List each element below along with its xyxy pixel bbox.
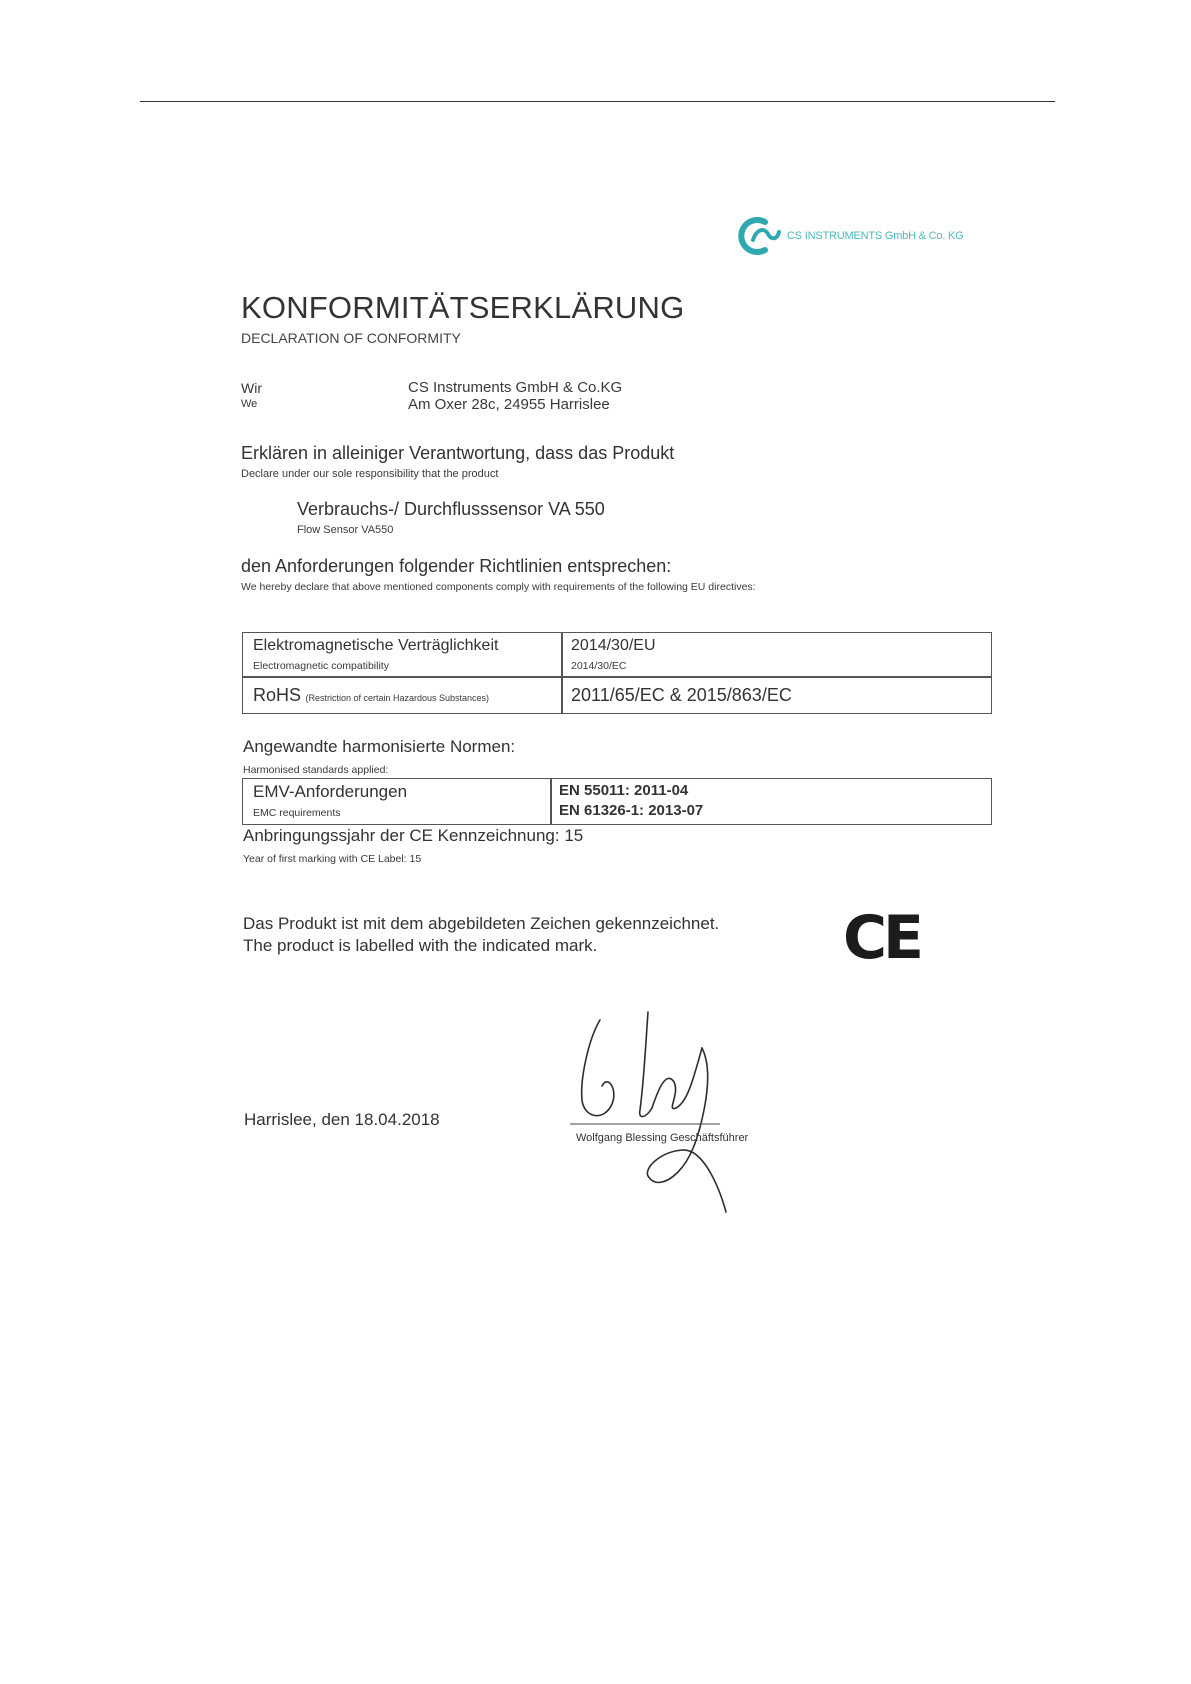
declarant-label-de: Wir (241, 380, 262, 396)
marking-text-en: The product is labelled with the indicated mark. (243, 936, 598, 955)
cs-logo-icon (735, 214, 781, 258)
ce-year-de: Anbringungssjahr der CE Kennzeichnung: 15 (243, 826, 584, 845)
standard-value-1: EN 55011: 2011-04 (559, 782, 689, 799)
marking-text-de: Das Produkt ist mit dem abgebildeten Zeichen gekennzeichnet. (243, 914, 720, 933)
product-name-en: Flow Sensor VA550 (297, 524, 394, 536)
standards-heading-de: Angewandte harmonisierte Normen: (243, 737, 516, 756)
directive-value-en: 2014/30/EC (571, 660, 627, 672)
company-logo (735, 214, 964, 258)
company-logo-text: CS INSTRUMENTS GmbH & Co. KG (787, 230, 964, 242)
standard-name-en: EMC requirements (253, 807, 341, 819)
declaration-text-en: Declare under our sole responsibility that the product (241, 468, 499, 480)
directive-row-rohs (253, 685, 489, 706)
place-date: Harrislee, den 18.04.2018 (244, 1110, 440, 1129)
signatory-name: Wolfgang Blessing Geschäftsführer (576, 1132, 749, 1144)
document-subtitle: DECLARATION OF CONFORMITY (241, 330, 461, 346)
requirements-text-de: den Anforderungen folgender Richtlinien entsprechen: (241, 556, 672, 576)
handwritten-signature (570, 1000, 790, 1230)
standards-table (242, 778, 992, 825)
ce-year-en: Year of first marking with CE Label: 15 (243, 853, 422, 865)
declaration-text-de: Erklären in alleiniger Verantwortung, dass das Produkt (241, 443, 675, 463)
declarant-label-en: We (241, 398, 258, 410)
standard-row-emc (253, 782, 407, 819)
directive-name: RoHS (253, 685, 302, 705)
product-name-de: Verbrauchs-/ Durchflusssensor VA 550 (297, 499, 605, 519)
standard-name-de: EMV-Anforderungen (253, 782, 408, 801)
declarant-address: Am Oxer 28c, 24955 Harrislee (408, 396, 610, 413)
standards-heading-en: Harmonised standards applied: (243, 764, 389, 776)
standard-values (559, 782, 703, 819)
ce-mark: CE (843, 903, 921, 973)
directive-name-en: Electromagnetic compatibility (253, 660, 389, 672)
directive-value: 2011/65/EC & 2015/863/EC (571, 685, 792, 705)
declarant-name: CS Instruments GmbH & Co.KG (408, 379, 623, 396)
directive-value: 2014/30/EU (571, 637, 656, 654)
document-title: KONFORMITÄTSERKLÄRUNG (241, 290, 685, 325)
directives-table (242, 632, 992, 714)
requirements-text-en: We hereby declare that above mentioned components comply with requirements of the following EU directives: (241, 581, 756, 593)
directive-name-note: (Restriction of certain Hazardous Substances) (305, 693, 490, 703)
page-header-rule (140, 101, 1055, 102)
directive-value-cell (571, 637, 656, 672)
directive-row-emc (253, 637, 498, 672)
standard-value-2: EN 61326-1: 2013-07 (559, 802, 704, 819)
directive-name-de: Elektromagnetische Verträglichkeit (253, 637, 499, 654)
